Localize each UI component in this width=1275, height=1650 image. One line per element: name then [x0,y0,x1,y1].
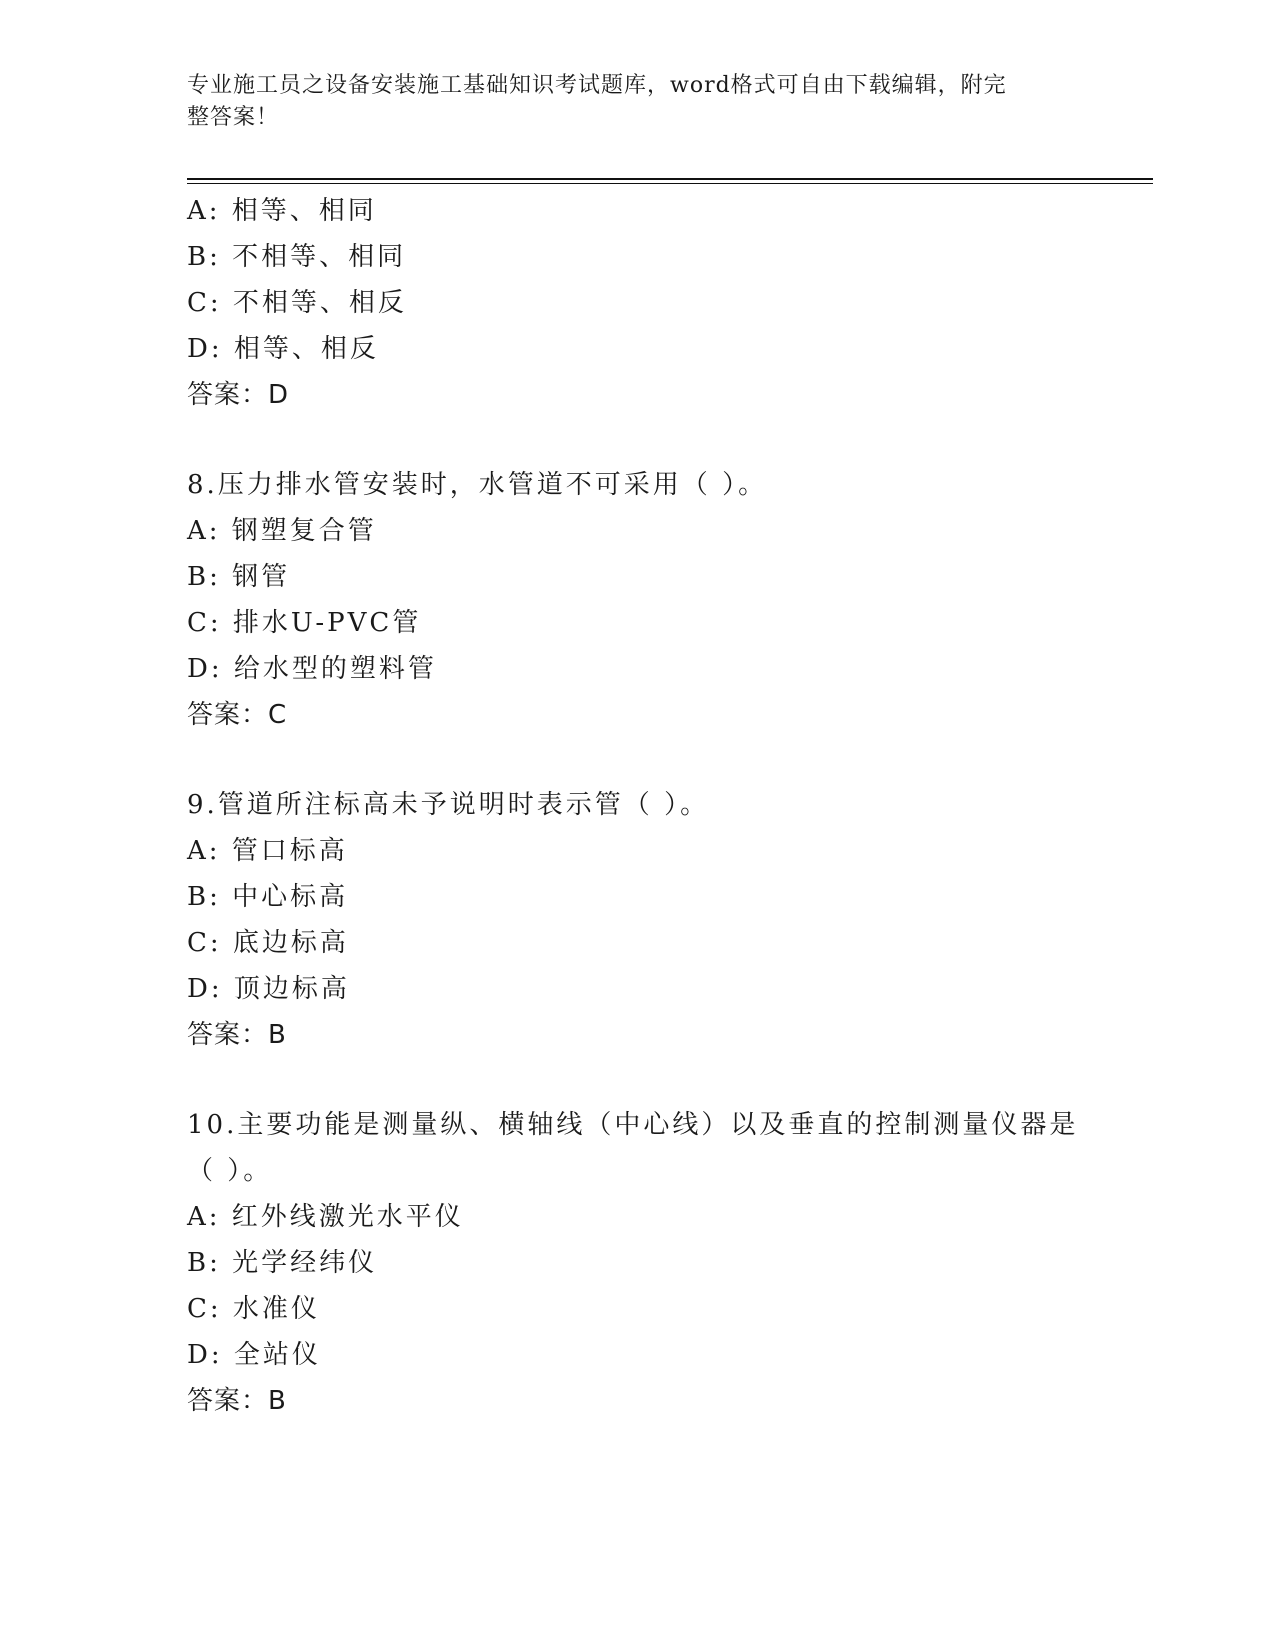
document-header [187,70,1067,134]
question-spacer [187,738,1147,782]
question-list [187,188,1147,1424]
option-a: A: 钢塑复合管 [187,516,377,546]
answer: 答案：B [187,1386,287,1416]
option-b: B: 不相等、相同 [187,242,407,272]
answer: 答案：D [187,380,290,410]
option-a: A: 管口标高 [187,836,348,866]
question-10 [187,1102,1147,1424]
question-spacer [187,418,1147,462]
option-b: B: 光学经纬仪 [187,1248,378,1278]
question-8 [187,462,1147,738]
option-d: D: 全站仪 [187,1340,321,1370]
question-stem: 9.管道所注标高未予说明时表示管（ ）。 [187,790,710,820]
option-c: C: 不相等、相反 [187,288,407,318]
question-stem: 8.压力排水管安装时，水管道不可采用（ ）。 [187,470,768,500]
answer: 答案：B [187,1020,287,1050]
option-d: D: 顶边标高 [187,974,350,1004]
question-stem-line-1: 10.主要功能是测量纵、横轴线（中心线）以及垂直的控制测量仪器是 [187,1110,1079,1140]
option-a: A: 相等、相同 [187,196,377,226]
header-line-1: 专业施工员之设备安装施工基础知识考试题库，word格式可自由下载编辑，附完 [187,73,1007,98]
header-divider-thin [187,183,1153,184]
option-b: B: 中心标高 [187,882,349,912]
header-divider-thick [187,178,1153,180]
question-stem-line-2: （ ）。 [187,1156,273,1186]
option-d: D: 给水型的塑料管 [187,654,437,684]
option-c: C: 底边标高 [187,928,349,958]
header-line-2: 整答案！ [187,105,280,130]
question-9 [187,782,1147,1058]
option-b: B: 钢管 [187,562,291,592]
answer: 答案：C [187,700,288,730]
question-spacer [187,1058,1147,1102]
question-7 [187,188,1147,418]
option-c: C: 水准仪 [187,1294,320,1324]
option-d: D: 相等、相反 [187,334,379,364]
option-c: C: 排水U-PVC管 [187,608,422,638]
option-a: A: 红外线激光水平仪 [187,1202,464,1232]
